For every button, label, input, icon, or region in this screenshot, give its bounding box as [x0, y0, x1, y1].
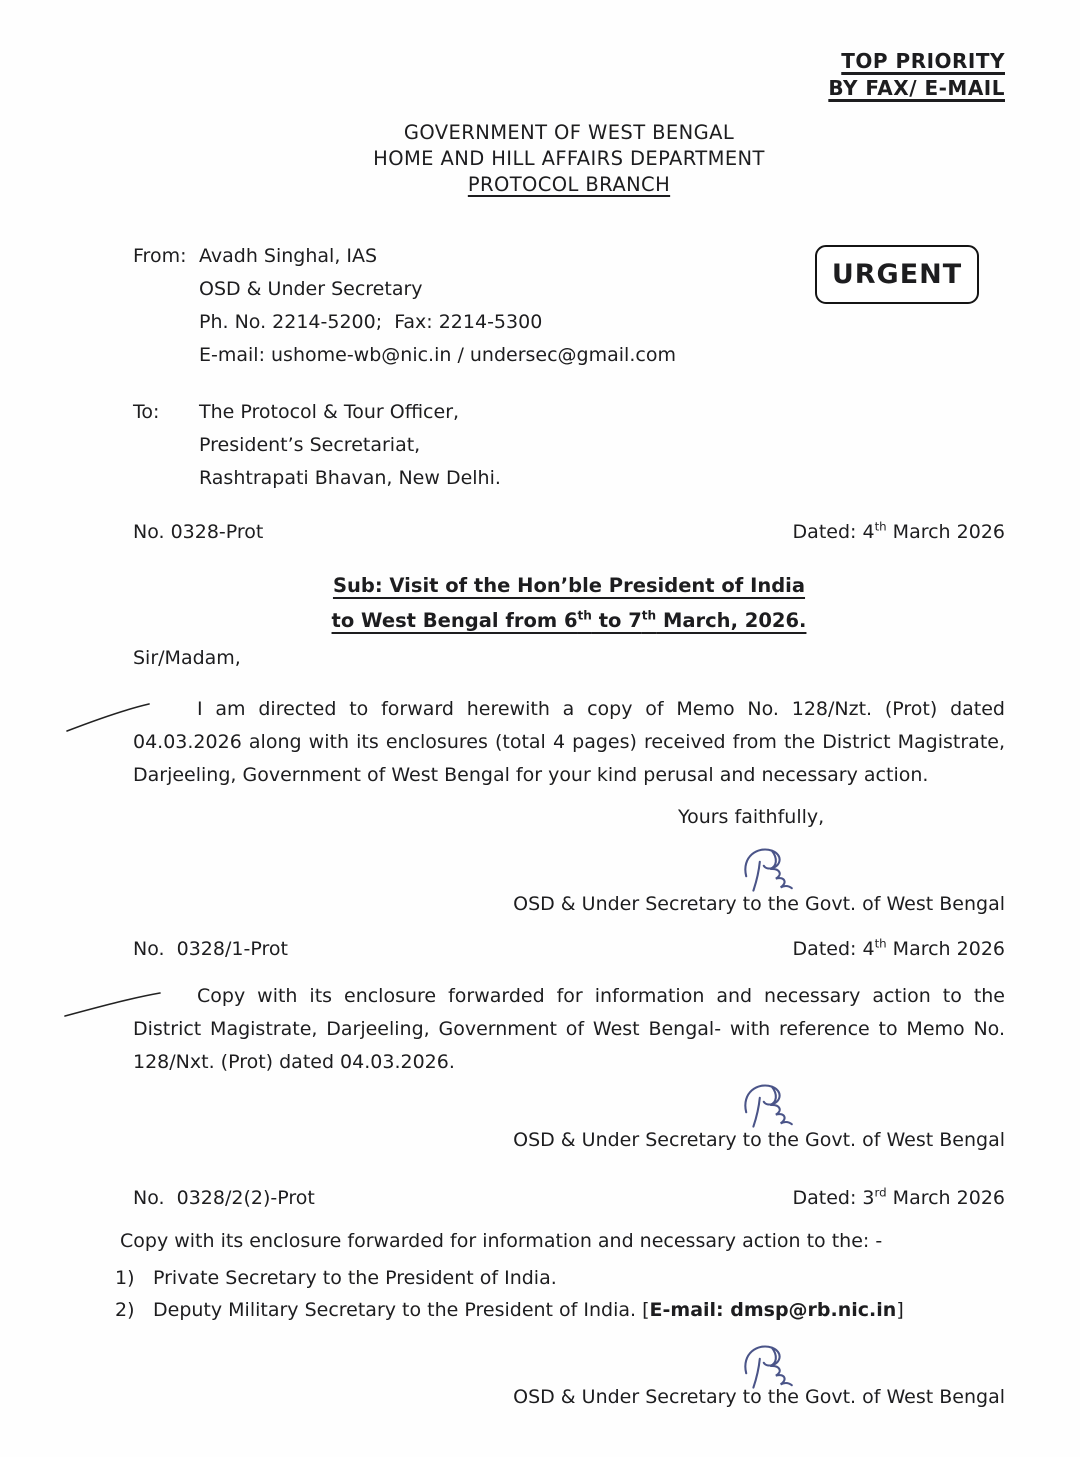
letterhead-government: GOVERNMENT OF WEST BENGAL — [403, 121, 735, 144]
signatory-title-1: OSD & Under Secretary to the Govt. of West Bengal — [513, 893, 1005, 915]
from-email: E-mail: ushome-wb@nic.in / undersec@gmail.com — [199, 344, 676, 366]
memo-date-3-rest: March 2026 — [886, 1187, 1005, 1209]
to-line-1: The Protocol & Tour Officer, — [199, 401, 460, 423]
copy-item-1-text: Private Secretary to the President of India. — [153, 1267, 557, 1289]
memo-row-1 — [133, 519, 1005, 545]
signature-block-3 — [133, 1384, 1005, 1410]
from-designation: OSD & Under Secretary — [199, 278, 423, 300]
memo-date-2 — [793, 936, 1005, 962]
handwritten-signature-2 — [735, 1079, 807, 1131]
memo-date-1-text: Dated: 4 — [792, 521, 875, 543]
body-paragraph-1 — [133, 693, 1005, 792]
memo-date-2-ordinal: th — [874, 936, 887, 951]
handwritten-signature-3 — [735, 1340, 807, 1392]
memo-row-2 — [133, 936, 1005, 962]
copy-item-2-main: Deputy Military Secretary to the President of India. — [153, 1299, 643, 1321]
copy-item-2-email: E-mail: dmsp@rb.nic.in — [649, 1299, 897, 1321]
copy-list-item-1 — [115, 1265, 1005, 1291]
priority-line-2: BY FAX/ E-MAIL — [828, 76, 1005, 100]
to-line-3: Rashtrapati Bhavan, New Delhi. — [199, 467, 501, 489]
to-lines — [199, 396, 501, 495]
memo-date-1 — [793, 519, 1005, 545]
copy-item-2-text — [153, 1297, 904, 1323]
subject-ordinal-2: th — [641, 608, 657, 623]
memo-date-3-text: Dated: 3 — [792, 1187, 875, 1209]
copy-item-2-bracket-open: [ — [642, 1299, 650, 1321]
signatory-title-3: OSD & Under Secretary to the Govt. of West Bengal — [513, 1386, 1005, 1408]
copy-list — [115, 1265, 1005, 1323]
signature-block-2 — [133, 1127, 1005, 1153]
body-paragraph-2 — [133, 980, 1005, 1079]
from-phone: Ph. No. 2214-5200; Fax: 2214-5300 — [199, 311, 543, 333]
memo-date-2-text: Dated: 4 — [792, 938, 875, 960]
paragraph-1-text: I am directed to forward herewith a copy of Memo No. 128/Nzt. (Prot) dated 04.03.2026 along with its enclosures (total 4 pages) received from the District Magistrate, Darjeeling, Government of West Bengal for your kind perusal and necessary action. — [133, 698, 1005, 786]
to-block — [133, 396, 1005, 495]
from-label: From: — [133, 245, 187, 267]
priority-block — [133, 0, 1005, 102]
letterhead — [133, 120, 1005, 198]
closing-line: Yours faithfully, — [678, 806, 825, 828]
copy-item-2-number: 2) — [115, 1299, 135, 1321]
copy-item-1-number: 1) — [115, 1267, 135, 1289]
copy-item-2-bracket-close: ] — [896, 1299, 904, 1321]
salutation: Sir/Madam, — [133, 647, 241, 669]
copy-list-item-2 — [115, 1297, 1005, 1323]
memo-date-1-ordinal: th — [874, 519, 887, 534]
subject-line-2 — [332, 609, 807, 632]
handwritten-tick-mark-2 — [63, 991, 162, 1018]
memo-number-3: No. 0328/2(2)-Prot — [133, 1187, 315, 1209]
to-line-2: President’s Secretariat, — [199, 434, 421, 456]
signature-block-1 — [133, 891, 1005, 917]
signatory-title-2: OSD & Under Secretary to the Govt. of West Bengal — [513, 1129, 1005, 1151]
subject-ordinal-1: th — [577, 608, 592, 623]
memo-number-2: No. 0328/1-Prot — [133, 938, 288, 960]
subject-line-2a: to West Bengal from 6 — [331, 609, 578, 632]
from-name: Avadh Singhal, IAS — [199, 245, 378, 267]
memo-number-1: No. 0328-Prot — [133, 521, 264, 543]
to-label: To: — [133, 401, 160, 423]
memo-date-3 — [793, 1185, 1005, 1211]
memo-date-1-rest: March 2026 — [886, 521, 1005, 543]
subject-line-2b: to 7 — [591, 609, 642, 632]
memo-row-3 — [133, 1185, 1005, 1211]
subject-block — [133, 568, 1005, 638]
memo-date-3-ordinal: rd — [874, 1185, 887, 1200]
letterhead-branch: PROTOCOL BRANCH — [467, 173, 671, 196]
subject-line-2c: March, 2026. — [656, 609, 807, 632]
urgent-stamp — [815, 245, 979, 304]
urgent-label: URGENT — [831, 259, 963, 290]
handwritten-tick-mark-1 — [65, 701, 151, 733]
subject-line-1: Sub: Visit of the Hon’ble President of India — [332, 574, 806, 597]
from-lines — [199, 240, 676, 372]
priority-line-1: TOP PRIORITY — [841, 49, 1005, 73]
handwritten-signature-1 — [735, 843, 807, 895]
copy-distribution-note: Copy with its enclosure forwarded for information and necessary action to the: - — [120, 1230, 883, 1252]
memo-date-2-rest: March 2026 — [886, 938, 1005, 960]
paragraph-2-text: Copy with its enclosure forwarded for information and necessary action to the District Magistrate, Darjeeling, Government of West Bengal- with reference to Memo No. 128/Nxt. (Prot) dated 04.03.2026. — [133, 985, 1005, 1073]
letterhead-department: HOME AND HILL AFFAIRS DEPARTMENT — [373, 147, 765, 170]
